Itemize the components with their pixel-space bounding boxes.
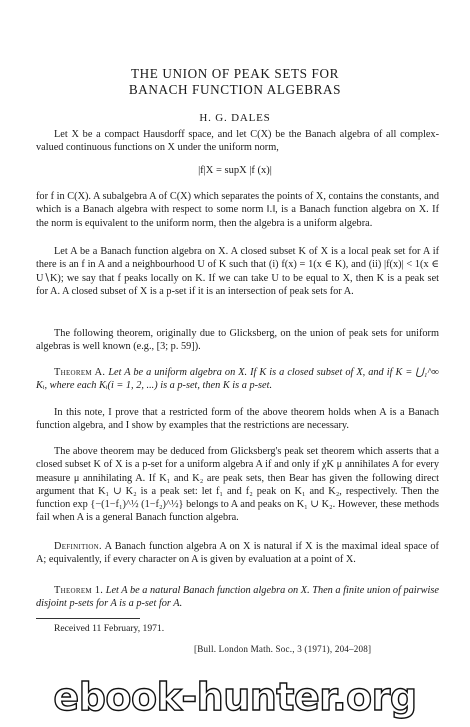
definition-natural: [36, 540, 439, 567]
definition-label: Definition.: [54, 541, 102, 552]
theorem-1-label: Theorem 1.: [54, 585, 104, 596]
paper-title-line-1: THE UNION OF PEAK SETS FOR: [131, 66, 339, 81]
peak-set-definition-paragraph: Let A be a Banach function algebra on X. A closed subset K of X is a local peak set for A if there is an f in A and a neighbourhood U of K such that (i) f(x) = 1(x ∈ K), and (ii) |f(x)| < 1(x ∈ U∖K); we say that f peaks locally on K. If we can take U to be equal to X, then K is a peak set for A. A closed subset of X is a p-set if it is an intersection of peak sets for A.: [36, 246, 439, 297]
theorem-a: [36, 366, 439, 393]
deduction-paragraph: The above theorem may be deduced from Glicksberg's peak set theorem which asserts that a closed subset K of X is a p-set for a uniform algebra A if and only if χK μ annihilates A for every measure μ annihilating A. If K₁ and K₂ are peak sets, then Bear has given the following direct argument that K₁ ∪ K₂ is a peak set: let f₁ and f₂ peak on K₁ and K₂, respectively. Then the function exp {−(1−f₁)^½ (1−f₂)^½} belongs to A and peaks on K₁ ∪ K₂. However, these methods fail when A is a general Banach function algebra.: [36, 446, 439, 524]
theorem-1: [36, 584, 439, 611]
intro-paragraph: Let X be a compact Hausdorff space, and let C(X) be the Banach algebra of all complex-valued continuous functions on X under the uniform norm,: [36, 129, 439, 154]
received-date: Received 11 February, 1971.: [54, 623, 165, 634]
note-paragraph: In this note, I prove that a restricted form of the above theorem holds when A is a Banach function algebra, and I show by examples that the restrictions are necessary.: [36, 407, 439, 432]
following-theorem-paragraph: The following theorem, originally due to Glicksberg, on the union of peak sets for uniform algebras is well known (e.g., [3; p. 59]).: [36, 328, 439, 353]
paper-title-line-2: BANACH FUNCTION ALGEBRAS: [128, 82, 342, 97]
banach-definition-paragraph: for f in C(X). A subalgebra A of C(X) which separates the points of X, contains the constants, and which is a Banach algebra with respect to some norm ‖.‖, is a Banach function algebra on X. If the norm is equivalent to the uniform norm, then the algebra is a uniform algebra.: [36, 191, 439, 229]
definition-statement: A Banach function algebra A on X is natural if X is the maximal ideal space of A; equivalently, if every character on A is given by evaluation at a point of X.: [36, 541, 439, 566]
watermark-text: ebook-hunter.org: [53, 675, 417, 719]
theorem-a-label: Theorem A.: [54, 367, 106, 378]
theorem-1-statement: Let A be a natural Banach function algebra on X. Then a finite union of pairwise disjoint p-sets for A is a p-set for A.: [36, 585, 439, 610]
footnote-rule: [36, 618, 140, 619]
theorem-a-statement: Let A be a uniform algebra on X. If K is a closed subset of X, and if K = ⋃₁^∞ Kᵢ, where each Kᵢ(i = 1, 2, ...) is a p-set, then K is a p-set.: [36, 367, 439, 392]
norm-equation: |f|X = supX |f (x)|: [198, 165, 272, 176]
author-name: H. G. DALES: [199, 112, 271, 124]
journal-citation: [Bull. London Math. Soc., 3 (1971), 204–208]: [194, 644, 372, 654]
